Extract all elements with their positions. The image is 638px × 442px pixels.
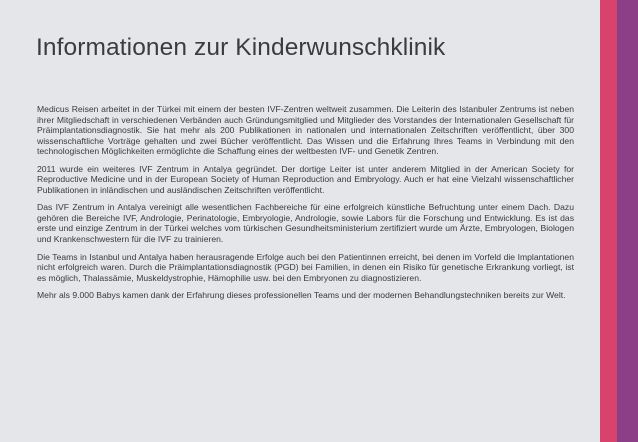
paragraph-babies-born: Mehr als 9.000 Babys kamen dank der Erfahrung dieses professionellen Teams und der modernen Behandlungstechniken bereits zur Welt. [37, 290, 566, 301]
slide-title: Informationen zur Kinderwunschklinik [36, 34, 446, 61]
accent-bar-pink [600, 0, 617, 442]
paragraph-clinic-istanbul: Medicus Reisen arbeitet in der Türkei mit einem der besten IVF-Zentren weltweit zusammen. Die Leiterin des Istanbuler Zentrums ist neben ihrer Mitgliedschaft in verschiedenen Verbänden auch Gründungsmitglied und Mitglieder des Vorstandes der Internationalen Gesellschaft für Präimplantationsdiagnostik. Sie hat mehr als 200 Publikationen in nationalen und internationalen Zeitschriften veröffentlicht, über 300 wissenschaftliche Vorträge gehalten und zwei Bücher veröffentlicht. Das Wissen und die Erfahrung Ihres Teams in Verbindung mit den technologischen Möglichkeiten ermöglichte die Schaffung eines der weltbesten IVF- und Genetik Zentren. [37, 104, 574, 157]
paragraph-pgd-success: Die Teams in Istanbul und Antalya haben herausragende Erfolge auch bei den Patientinnen erreicht, bei denen im Vorfeld die Implantationen nicht erfolgreich waren. Durch die Präimplantationsdiagnostik (PGD) bei Familien, in denen ein Risiko für genetische Erkrankung vorliegt, ist es möglich, Thalassämie, Muskeldystrophie, Hämophilie usw. bei den Embryonen zu diagnostizieren. [37, 251, 574, 283]
paragraph-clinic-antalya: 2011 wurde ein weiteres IVF Zentrum in Antalya gegründet. Der dortige Leiter ist unter anderem Mitglied in der American Society for Reproductive Medicine und in der European Society of Human Reproduction and Embryology. Auch er hat eine Vielzahl wissenschaftlicher Publikationen in inländischen und ausländischen Zeitschriften veröffentlicht. [37, 163, 574, 195]
accent-bar-purple [617, 0, 638, 442]
slide-body [37, 104, 574, 308]
paragraph-antalya-departments: Das IVF Zentrum in Antalya vereinigt alle wesentlichen Fachbereiche für eine erfolgreich künstliche Befruchtung unter einem Dach. Dazu gehören die Bereiche IVF, Andrologie, Perinatologie, Embryologie, Andrologie, sowie Labors für die Forschung und Entwicklung. Es ist das erste und einzige Zentrum in der Türkei welches vom türkischen Gesundheitsministerium zertifiziert wurde um Ärzte, Embryologen, Biologen und Krankenschwestern für die IVF zu trainieren. [37, 202, 574, 245]
